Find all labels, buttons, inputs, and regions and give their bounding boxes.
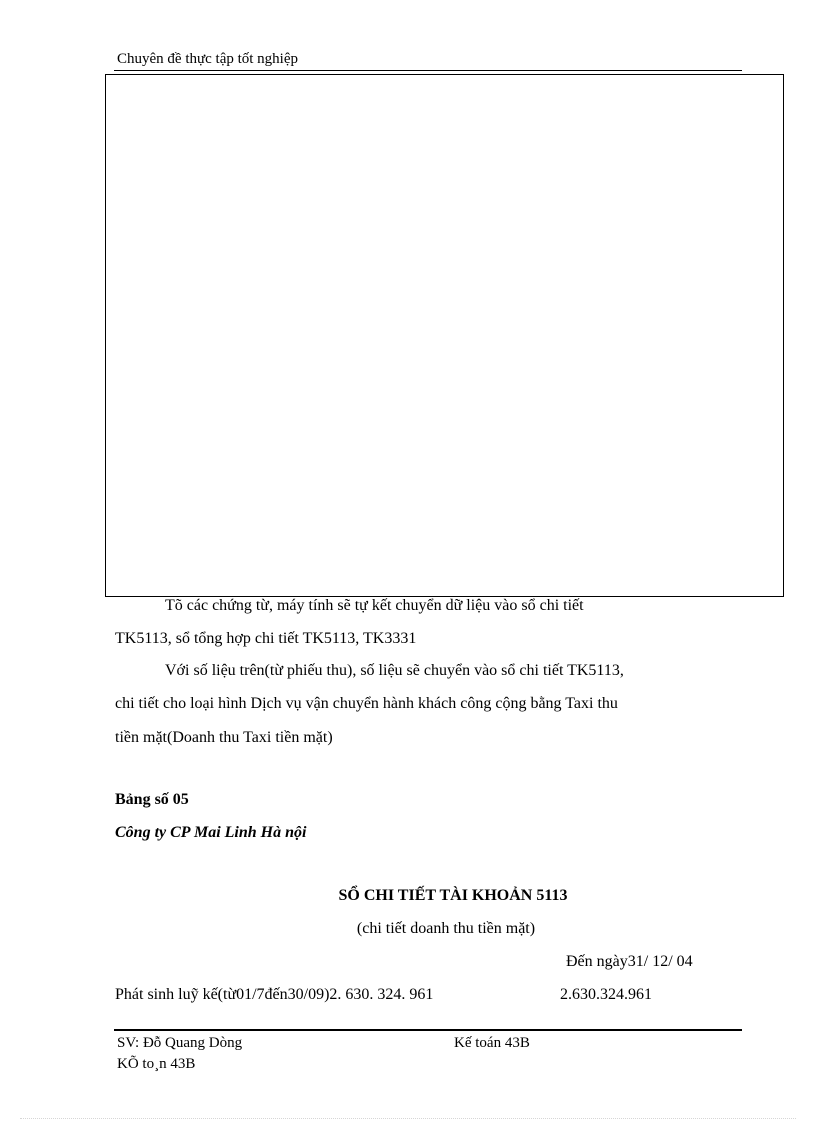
paragraph-2-line-3: tiền mặt(Doanh thu Taxi tiền mặt) — [115, 729, 333, 746]
paragraph-2-line-1: Với số liệu trên(từ phiếu thu), số liệu sẽ chuyển vào sổ chi tiết TK5113, — [165, 662, 624, 679]
paragraph-2-line-2: chi tiết cho loại hình Dịch vụ vận chuyển hành khách công cộng bằng Taxi thu — [115, 695, 618, 712]
footer-class-line-2: KÕ to¸n 43B — [117, 1056, 196, 1072]
header-rule — [114, 70, 742, 71]
accumulated-label: Phát sinh luỹ kế(từ01/7đến30/09)2. 630. 324. 961 — [115, 986, 434, 1003]
table-number: Bảng số 05 — [115, 791, 189, 808]
paragraph-1-line-2: TK5113, sổ tổng hợp chi tiết TK5113, TK3331 — [115, 630, 417, 647]
paragraph-1-line-1: Tõ các chứng từ, máy tính sẽ tự kết chuyển dữ liệu vào sổ chi tiết — [165, 597, 584, 614]
ledger-title: SỔ CHI TIẾT TÀI KHOẢN 5113 — [338, 887, 568, 904]
ledger-subtitle: (chi tiết doanh thu tiền mặt) — [356, 920, 536, 937]
accumulated-value: 2.630.324.961 — [560, 986, 652, 1003]
footer-student: SV: Đỗ Quang Dòng — [117, 1035, 243, 1051]
footer-rule — [114, 1029, 742, 1031]
company-name: Công ty CP Mai Linh Hà nội — [115, 824, 307, 841]
date-line: Đến ngày31/ 12/ 04 — [566, 953, 693, 970]
page-header-title: Chuyên đề thực tập tốt nghiệp — [117, 51, 299, 67]
footer-class: Kế toán 43B — [454, 1035, 530, 1051]
embedded-image-frame — [105, 74, 784, 597]
page-bottom-dotted-rule — [20, 1118, 796, 1119]
